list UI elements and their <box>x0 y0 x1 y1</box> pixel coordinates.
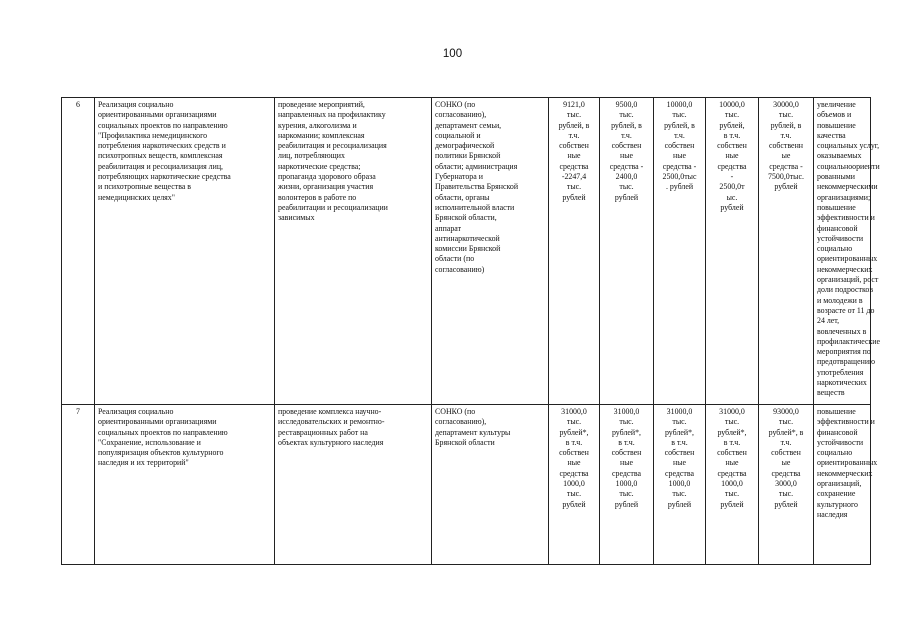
executors-line: Брянской области, <box>435 213 497 223</box>
executors-line: социальной и <box>435 130 481 140</box>
result-line: эффективности и <box>817 417 875 427</box>
amount-line: ные <box>725 151 739 161</box>
amount-line: средства <box>665 468 694 478</box>
result-line: и молодежи в <box>817 295 863 305</box>
amount-line: тыс. <box>619 182 634 192</box>
amount-line: 1000,0 <box>668 479 691 489</box>
amount-line: ыс. <box>726 192 738 202</box>
executors-cell <box>432 98 549 405</box>
amount-line: собствен <box>611 448 642 458</box>
result-line: социально <box>817 448 853 458</box>
amount-line: 2500,0т <box>719 182 745 192</box>
result-line: употребления <box>817 367 864 377</box>
amount-line: 2400,0 <box>615 172 638 182</box>
executors-line: области (по <box>435 254 475 264</box>
amount-line: собственн <box>768 141 804 151</box>
amount-line: в т.ч. <box>671 437 688 447</box>
measure-name-line: "Профилактика немедицинского <box>98 130 208 140</box>
amount-line: рублей*, <box>664 427 695 437</box>
executors-cell <box>432 405 549 565</box>
amount-line: тыс. <box>566 110 582 120</box>
activities-cell <box>275 98 432 405</box>
amount-line: тыс. <box>619 110 634 120</box>
amount-line: 9500,0 <box>615 100 638 109</box>
measure-name-line: немедицинских целях" <box>98 192 175 202</box>
amount-line: собствен <box>771 448 801 458</box>
expected-result-cell <box>814 98 881 405</box>
amount-line: рублей <box>562 192 586 202</box>
amount-line: 30000,0 <box>773 100 799 109</box>
amount-line: рублей <box>774 182 798 192</box>
measure-name-line: популяризация объектов культурного <box>98 448 224 458</box>
result-line: вовлеченных в <box>817 326 867 336</box>
result-line: эффективности и <box>817 213 875 223</box>
amount-line: тыс. <box>724 417 740 427</box>
executors-line: аппарат <box>435 223 462 233</box>
activities-line: реставрационных работ на <box>278 427 368 437</box>
amount-line: средства <box>717 161 747 171</box>
amount-line: собствен <box>611 141 642 151</box>
result-line: мероприятия по <box>817 347 871 357</box>
result-line: доли подростков <box>817 285 874 295</box>
amount-line: в т.ч. <box>565 437 583 447</box>
activities-line: наркотические средства; <box>278 161 361 171</box>
executors-line: политики Брянской <box>435 151 501 161</box>
amount-line: средства - <box>609 161 644 171</box>
activities-line: курения, алкоголизма и <box>278 120 357 130</box>
amount-line: 10000,0 <box>719 100 745 109</box>
amount-line: тыс. <box>778 110 794 120</box>
amount-line: тыс. <box>619 417 634 427</box>
activities-line: лиц, потребляющих <box>278 151 345 161</box>
amount-cell <box>654 98 706 405</box>
amount-line: тыс. <box>724 489 740 499</box>
amount-line: средства <box>559 468 589 478</box>
activities-line: объектах культурного наследия <box>278 437 384 447</box>
amount-cell <box>706 98 759 405</box>
amount-line: в т.ч. <box>618 437 635 447</box>
amount-line: 31000,0 <box>719 407 745 416</box>
amount-line: тыс. <box>724 110 740 120</box>
result-line: устойчивости <box>817 233 864 243</box>
executors-line: исполнительной власти <box>435 202 515 212</box>
row-number: 6 <box>62 98 95 405</box>
result-line: культурного <box>817 499 858 509</box>
activities-line: направленных на профилактику <box>278 110 386 120</box>
table-row <box>62 98 871 405</box>
amount-line: рублей <box>562 499 586 509</box>
amount-line: средства - <box>769 161 803 171</box>
result-line: организациями; <box>817 192 871 202</box>
amount-line: собствен <box>559 141 589 151</box>
executors-line: департамент семьи, <box>435 120 502 130</box>
amount-line: 9121,0 <box>563 100 585 109</box>
amount-line: т.ч. <box>780 437 792 447</box>
amount-line: 1000,0 <box>721 479 743 489</box>
amount-cell <box>706 405 759 565</box>
activities-line: волонтеров в работе по <box>278 192 357 202</box>
amount-line: средства - <box>662 161 697 171</box>
amount-line: рублей, в <box>558 120 590 130</box>
amount-cell <box>600 98 654 405</box>
activities-cell <box>275 405 432 565</box>
result-line: увеличение <box>817 100 856 109</box>
amount-cell <box>549 98 600 405</box>
amount-line: рублей, в <box>611 120 642 130</box>
result-line: социально <box>817 244 853 254</box>
amount-line: -2247,4 <box>561 172 587 182</box>
amount-line: собствен <box>717 141 747 151</box>
result-line: некоммерческих <box>817 264 873 274</box>
table-row <box>62 405 871 565</box>
executors-line: Правительства Брянской <box>435 182 519 192</box>
row-number: 7 <box>62 405 95 565</box>
result-line: ориентированных <box>817 458 878 468</box>
measure-name-line: Реализация социально <box>98 407 174 416</box>
executors-line: комиссии Брянской <box>435 244 501 254</box>
amount-line: рублей*, <box>559 427 589 437</box>
amount-line: рублей, <box>719 120 745 130</box>
amount-line: т.ч. <box>674 130 685 140</box>
amount-line: в т.ч. <box>723 130 741 140</box>
result-line: организаций, рост <box>817 275 879 285</box>
page-number: 100 <box>442 48 463 60</box>
result-line: финансовой <box>817 223 858 233</box>
amount-line: т.ч. <box>780 130 792 140</box>
amount-line: в т.ч. <box>723 437 741 447</box>
result-line: социальноориенти <box>817 161 880 171</box>
amount-line: 3000,0 <box>775 479 797 489</box>
amount-line: 7500,0тыс. <box>768 172 804 182</box>
amount-cell <box>549 405 600 565</box>
amount-line: рублей*, в <box>768 427 804 437</box>
result-line: качества <box>817 130 846 140</box>
activities-line: пропаганда здорового образа <box>278 172 376 182</box>
amount-line: ные <box>567 151 581 161</box>
amount-line: 31000,0 <box>666 407 693 416</box>
activities-line: наркомании; комплексная <box>278 130 365 140</box>
executors-line: СОНКО (по <box>435 100 476 109</box>
amount-cell <box>759 405 814 565</box>
measure-name-line: потребляющих наркотические средства <box>98 172 231 182</box>
executors-line: согласованию), <box>435 110 487 120</box>
result-line: наследия <box>817 509 848 519</box>
measure-name-line: психотропных веществ, комплексная <box>98 151 223 161</box>
result-line: веществ <box>817 388 845 398</box>
amount-line: тыс. <box>619 489 634 499</box>
result-line: 24 лет, <box>817 316 840 326</box>
amount-line: ые <box>781 458 791 468</box>
amount-line: рублей <box>720 499 744 509</box>
amount-line: тыс. <box>778 417 794 427</box>
amount-line: рублей <box>614 192 639 202</box>
measure-name-cell <box>95 98 275 405</box>
measure-name-line: "Сохранение, использование и <box>98 437 201 447</box>
result-line: повышение <box>817 202 856 212</box>
measure-name-line: и психотропные вещества в <box>98 182 192 192</box>
amount-line: . рублей <box>665 182 694 192</box>
amount-line: ные <box>725 458 739 468</box>
amount-line: ные <box>619 151 634 161</box>
measure-name-line: ориентированными организациями <box>98 417 217 427</box>
result-line: возрасте от 11 до <box>817 305 875 315</box>
result-line: социальных услуг, <box>817 141 880 151</box>
amount-line: т.ч. <box>568 130 580 140</box>
amount-line: 10000,0 <box>666 100 693 109</box>
result-line: некоммерческими <box>817 182 878 192</box>
amount-line: собствен <box>664 141 695 151</box>
amount-line: рублей <box>667 499 692 509</box>
amount-line: - <box>730 172 734 182</box>
amount-line: рублей <box>720 202 744 212</box>
amount-line: т.ч. <box>621 130 632 140</box>
activities-line: проведение комплекса научно- <box>278 407 382 416</box>
amount-line: 31000,0 <box>613 407 640 416</box>
activities-line: жизни, организация участия <box>278 182 374 192</box>
measure-name-line: наследия и их территорий" <box>98 458 189 468</box>
result-line: сохранение <box>817 489 856 499</box>
executors-line: области, органы <box>435 192 490 202</box>
result-line: рованными <box>817 172 855 182</box>
executors-line: области; администрация <box>435 161 518 171</box>
result-line: устойчивости <box>817 437 864 447</box>
activities-line: зависимых <box>278 213 315 223</box>
result-line: некоммерческих <box>817 468 873 478</box>
amount-cell <box>654 405 706 565</box>
amount-cell <box>600 405 654 565</box>
measure-name-line: социальных проектов по направлению <box>98 120 228 130</box>
activities-line: исследовательских и ремонтно- <box>278 417 385 427</box>
amount-line: 1000,0 <box>615 479 638 489</box>
result-line: организаций, <box>817 479 862 489</box>
amount-line: собствен <box>664 448 695 458</box>
result-line: оказываемых <box>817 151 862 161</box>
amount-line: ые <box>781 151 791 161</box>
amount-line: собствен <box>559 448 589 458</box>
amount-line: ные <box>672 151 687 161</box>
amount-line: средства <box>771 468 801 478</box>
amount-line: собствен <box>717 448 747 458</box>
amount-line: тыс. <box>672 110 687 120</box>
executors-line: демографической <box>435 141 495 151</box>
amount-line: средства <box>717 468 747 478</box>
result-line: предотвращению <box>817 357 875 367</box>
executors-line: СОНКО (по <box>435 407 476 416</box>
measure-name-line: социальных проектов по направлению <box>98 427 228 437</box>
amount-line: тыс. <box>566 417 582 427</box>
result-line: повышение <box>817 120 856 130</box>
amount-line: тыс. <box>672 489 687 499</box>
amount-line: тыс. <box>672 417 687 427</box>
amount-line: рублей, в <box>664 120 695 130</box>
executors-line: департамент культуры <box>435 427 511 437</box>
amount-line: рублей, в <box>770 120 802 130</box>
amount-line: тыс. <box>566 489 582 499</box>
amount-line: 2500,0тыс <box>662 172 697 182</box>
program-table <box>61 97 881 565</box>
amount-line: рублей*, <box>717 427 747 437</box>
amount-line: рублей*, <box>611 427 642 437</box>
executors-line: согласованию), <box>435 417 487 427</box>
amount-line: тыс. <box>566 182 582 192</box>
amount-line: средства <box>612 468 641 478</box>
amount-line: тыс. <box>778 489 794 499</box>
amount-line: 31000,0 <box>561 407 587 416</box>
activities-line: реабилитации и ресоциализации <box>278 202 388 212</box>
result-line: ориентированных <box>817 254 878 264</box>
measure-name-cell <box>95 405 275 565</box>
amount-line: 1000,0 <box>563 479 585 489</box>
amount-cell <box>759 98 814 405</box>
measure-name-line: реабилитация и ресоциализация лиц, <box>98 161 224 171</box>
executors-line: антинаркотической <box>435 233 500 243</box>
measure-name-line: ориентированными организациями <box>98 110 217 120</box>
executors-line: Брянской области <box>435 437 495 447</box>
activities-line: проведение мероприятий, <box>278 100 365 109</box>
amount-line: рублей <box>614 499 639 509</box>
result-line: повышение <box>817 407 856 416</box>
measure-name-line: потребления наркотических средств и <box>98 141 226 151</box>
measure-name-line: Реализация социально <box>98 100 174 109</box>
amount-line: рублей <box>774 499 798 509</box>
amount-line: ные <box>567 458 581 468</box>
result-line: объемов и <box>817 110 852 120</box>
result-line: финансовой <box>817 427 858 437</box>
expected-result-cell <box>814 405 878 565</box>
amount-line: ные <box>619 458 634 468</box>
result-line: наркотических <box>817 378 867 388</box>
activities-line: реабилитация и ресоциализация <box>278 141 387 151</box>
amount-line: ные <box>672 458 687 468</box>
executors-line: Губернатора и <box>435 172 483 182</box>
executors-line: согласованию) <box>435 264 485 274</box>
result-line: профилактические <box>817 336 881 346</box>
amount-line: 93000,0 <box>773 407 799 416</box>
amount-line: средства <box>559 161 589 171</box>
